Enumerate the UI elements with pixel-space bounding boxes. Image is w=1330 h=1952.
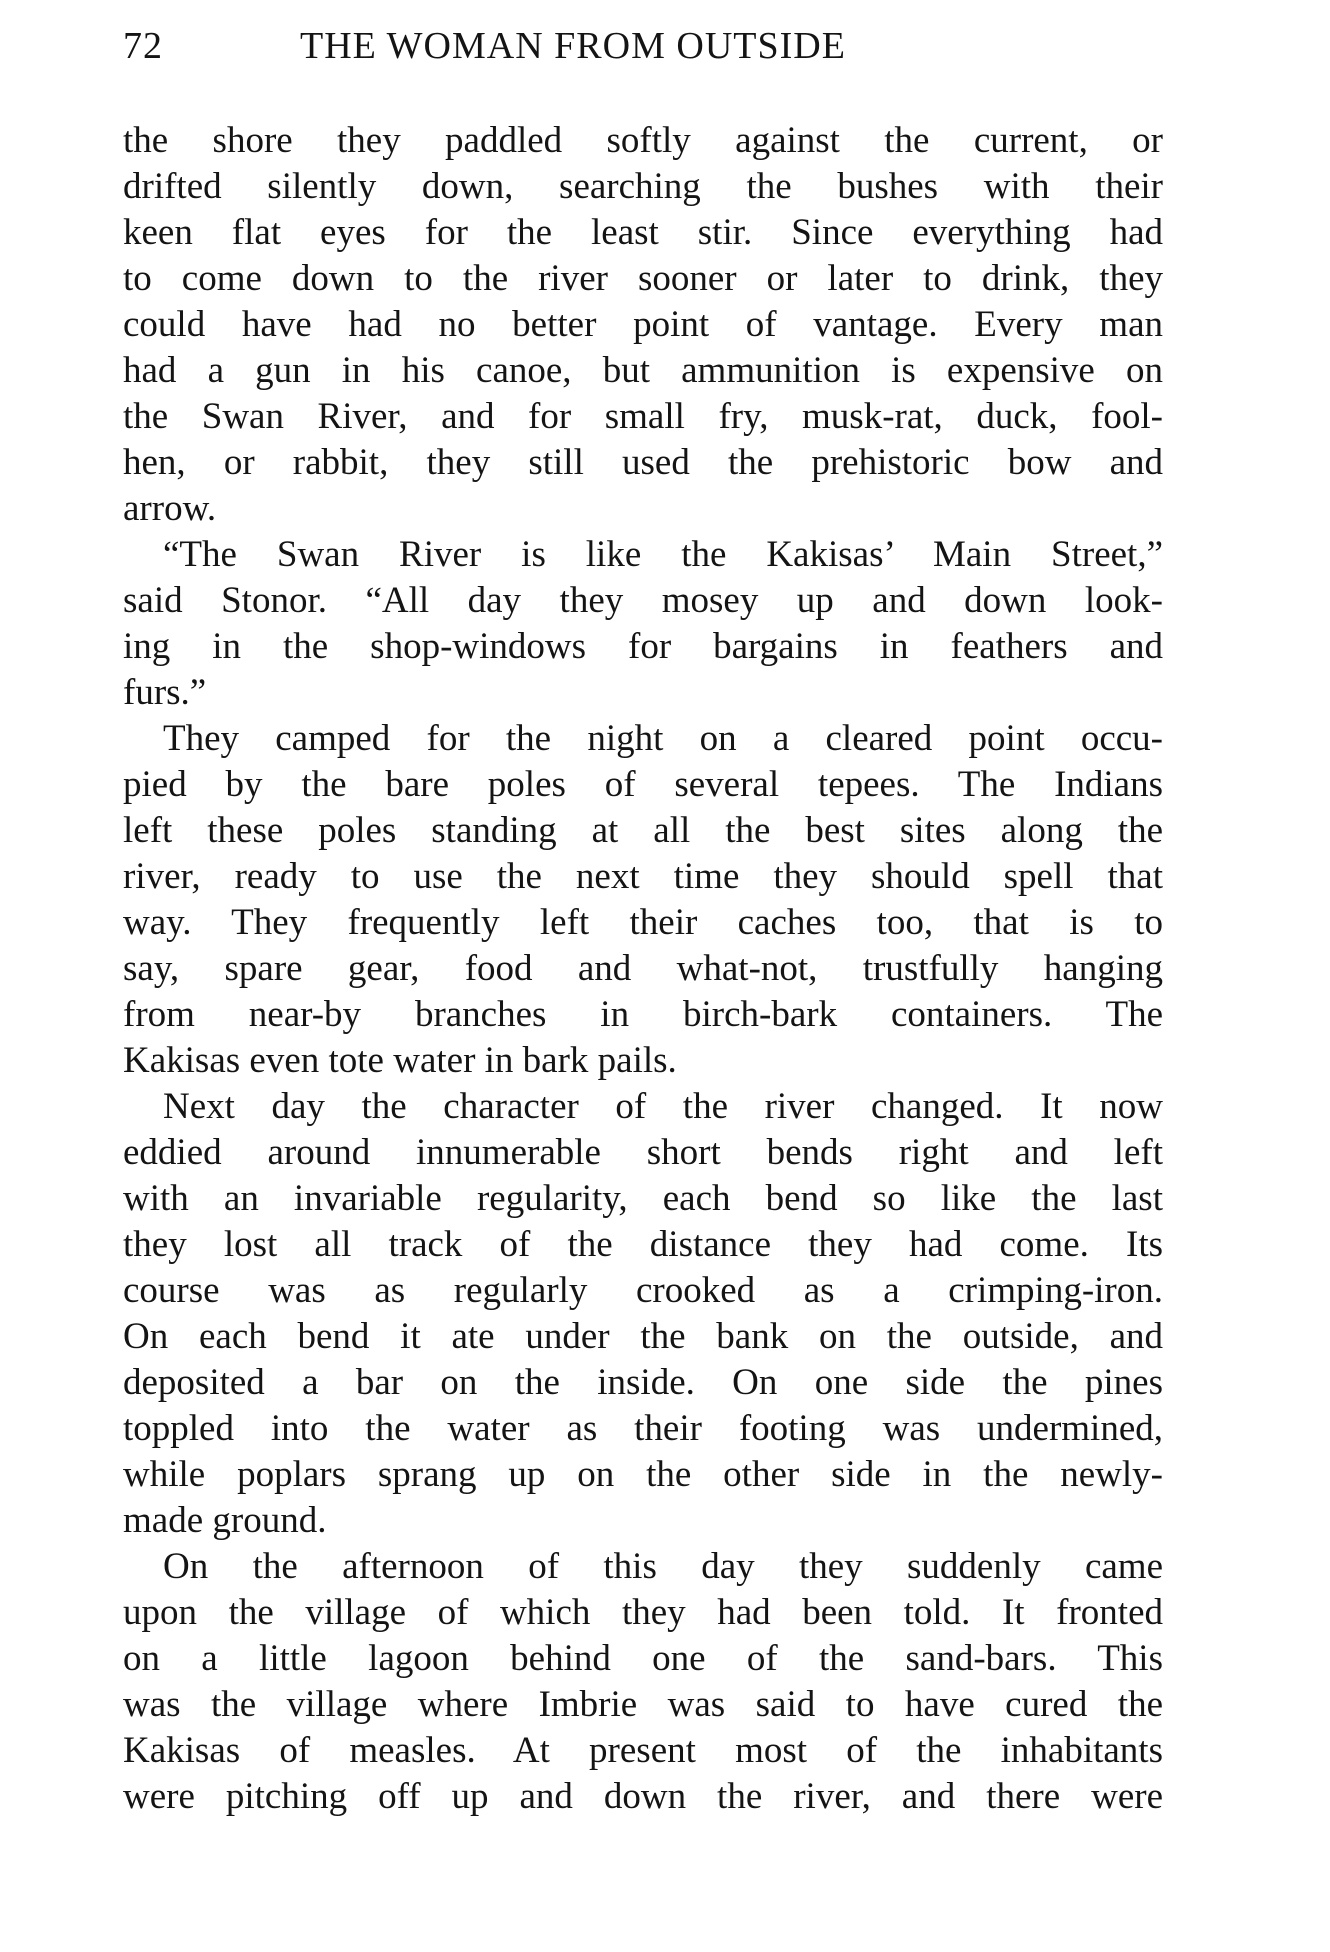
- running-title: THE WOMAN FROM OUTSIDE: [300, 25, 846, 67]
- text-line: They camped for the night on a cleared point occu-: [163, 718, 1163, 759]
- text-line: said Stonor. “All day they mosey up and down look-: [123, 580, 1163, 621]
- text-line: Next day the character of the river changed. It now: [163, 1086, 1163, 1127]
- text-line: made ground.: [123, 1500, 327, 1541]
- text-line: could have had no better point of vantage. Every man: [123, 304, 1163, 345]
- running-header: [123, 24, 1023, 74]
- text-line: upon the village of which they had been told. It fronted: [123, 1592, 1163, 1633]
- text-line: from near-by branches in birch-bark containers. The: [123, 994, 1163, 1035]
- text-line: with an invariable regularity, each bend so like the last: [123, 1178, 1163, 1219]
- text-line: they lost all track of the distance they had come. Its: [123, 1224, 1163, 1265]
- text-line: pied by the bare poles of several tepees. The Indians: [123, 764, 1163, 805]
- text-line: course was as regularly crooked as a crimping-iron.: [123, 1270, 1163, 1311]
- text-line: “The Swan River is like the Kakisas’ Main Street,”: [163, 534, 1163, 575]
- text-line: while poplars sprang up on the other side in the newly-: [123, 1454, 1163, 1495]
- text-line: say, spare gear, food and what-not, trustfully hanging: [123, 948, 1163, 989]
- text-line: keen flat eyes for the least stir. Since everything had: [123, 212, 1163, 253]
- text-line: On each bend it ate under the bank on the outside, and: [123, 1316, 1163, 1357]
- text-line: left these poles standing at all the best sites along the: [123, 810, 1163, 851]
- text-line: way. They frequently left their caches too, that is to: [123, 902, 1163, 943]
- text-line: toppled into the water as their footing was undermined,: [123, 1408, 1163, 1449]
- text-line: drifted silently down, searching the bushes with their: [123, 166, 1163, 207]
- text-line: Kakisas of measles. At present most of the inhabitants: [123, 1730, 1163, 1771]
- text-line: were pitching off up and down the river, and there were: [123, 1776, 1163, 1817]
- text-line: furs.”: [123, 672, 207, 713]
- text-line: the shore they paddled softly against the current, or: [123, 120, 1163, 161]
- text-line: the Swan River, and for small fry, musk-rat, duck, fool-: [123, 396, 1163, 437]
- text-line: Kakisas even tote water in bark pails.: [123, 1040, 677, 1081]
- page-number: 72: [123, 25, 163, 67]
- text-line: eddied around innumerable short bends right and left: [123, 1132, 1163, 1173]
- text-line: had a gun in his canoe, but ammunition is expensive on: [123, 350, 1163, 391]
- text-line: hen, or rabbit, they still used the prehistoric bow and: [123, 442, 1163, 483]
- text-line: was the village where Imbrie was said to have cured the: [123, 1684, 1163, 1725]
- text-line: on a little lagoon behind one of the sand-bars. This: [123, 1638, 1163, 1679]
- page-body-text: [123, 118, 1163, 1820]
- text-line: deposited a bar on the inside. On one side the pines: [123, 1362, 1163, 1403]
- text-line: ing in the shop-windows for bargains in feathers and: [123, 626, 1163, 667]
- text-line: On the afternoon of this day they suddenly came: [163, 1546, 1163, 1587]
- text-line: arrow.: [123, 488, 217, 529]
- text-line: river, ready to use the next time they should spell that: [123, 856, 1163, 897]
- text-line: to come down to the river sooner or later to drink, they: [123, 258, 1163, 299]
